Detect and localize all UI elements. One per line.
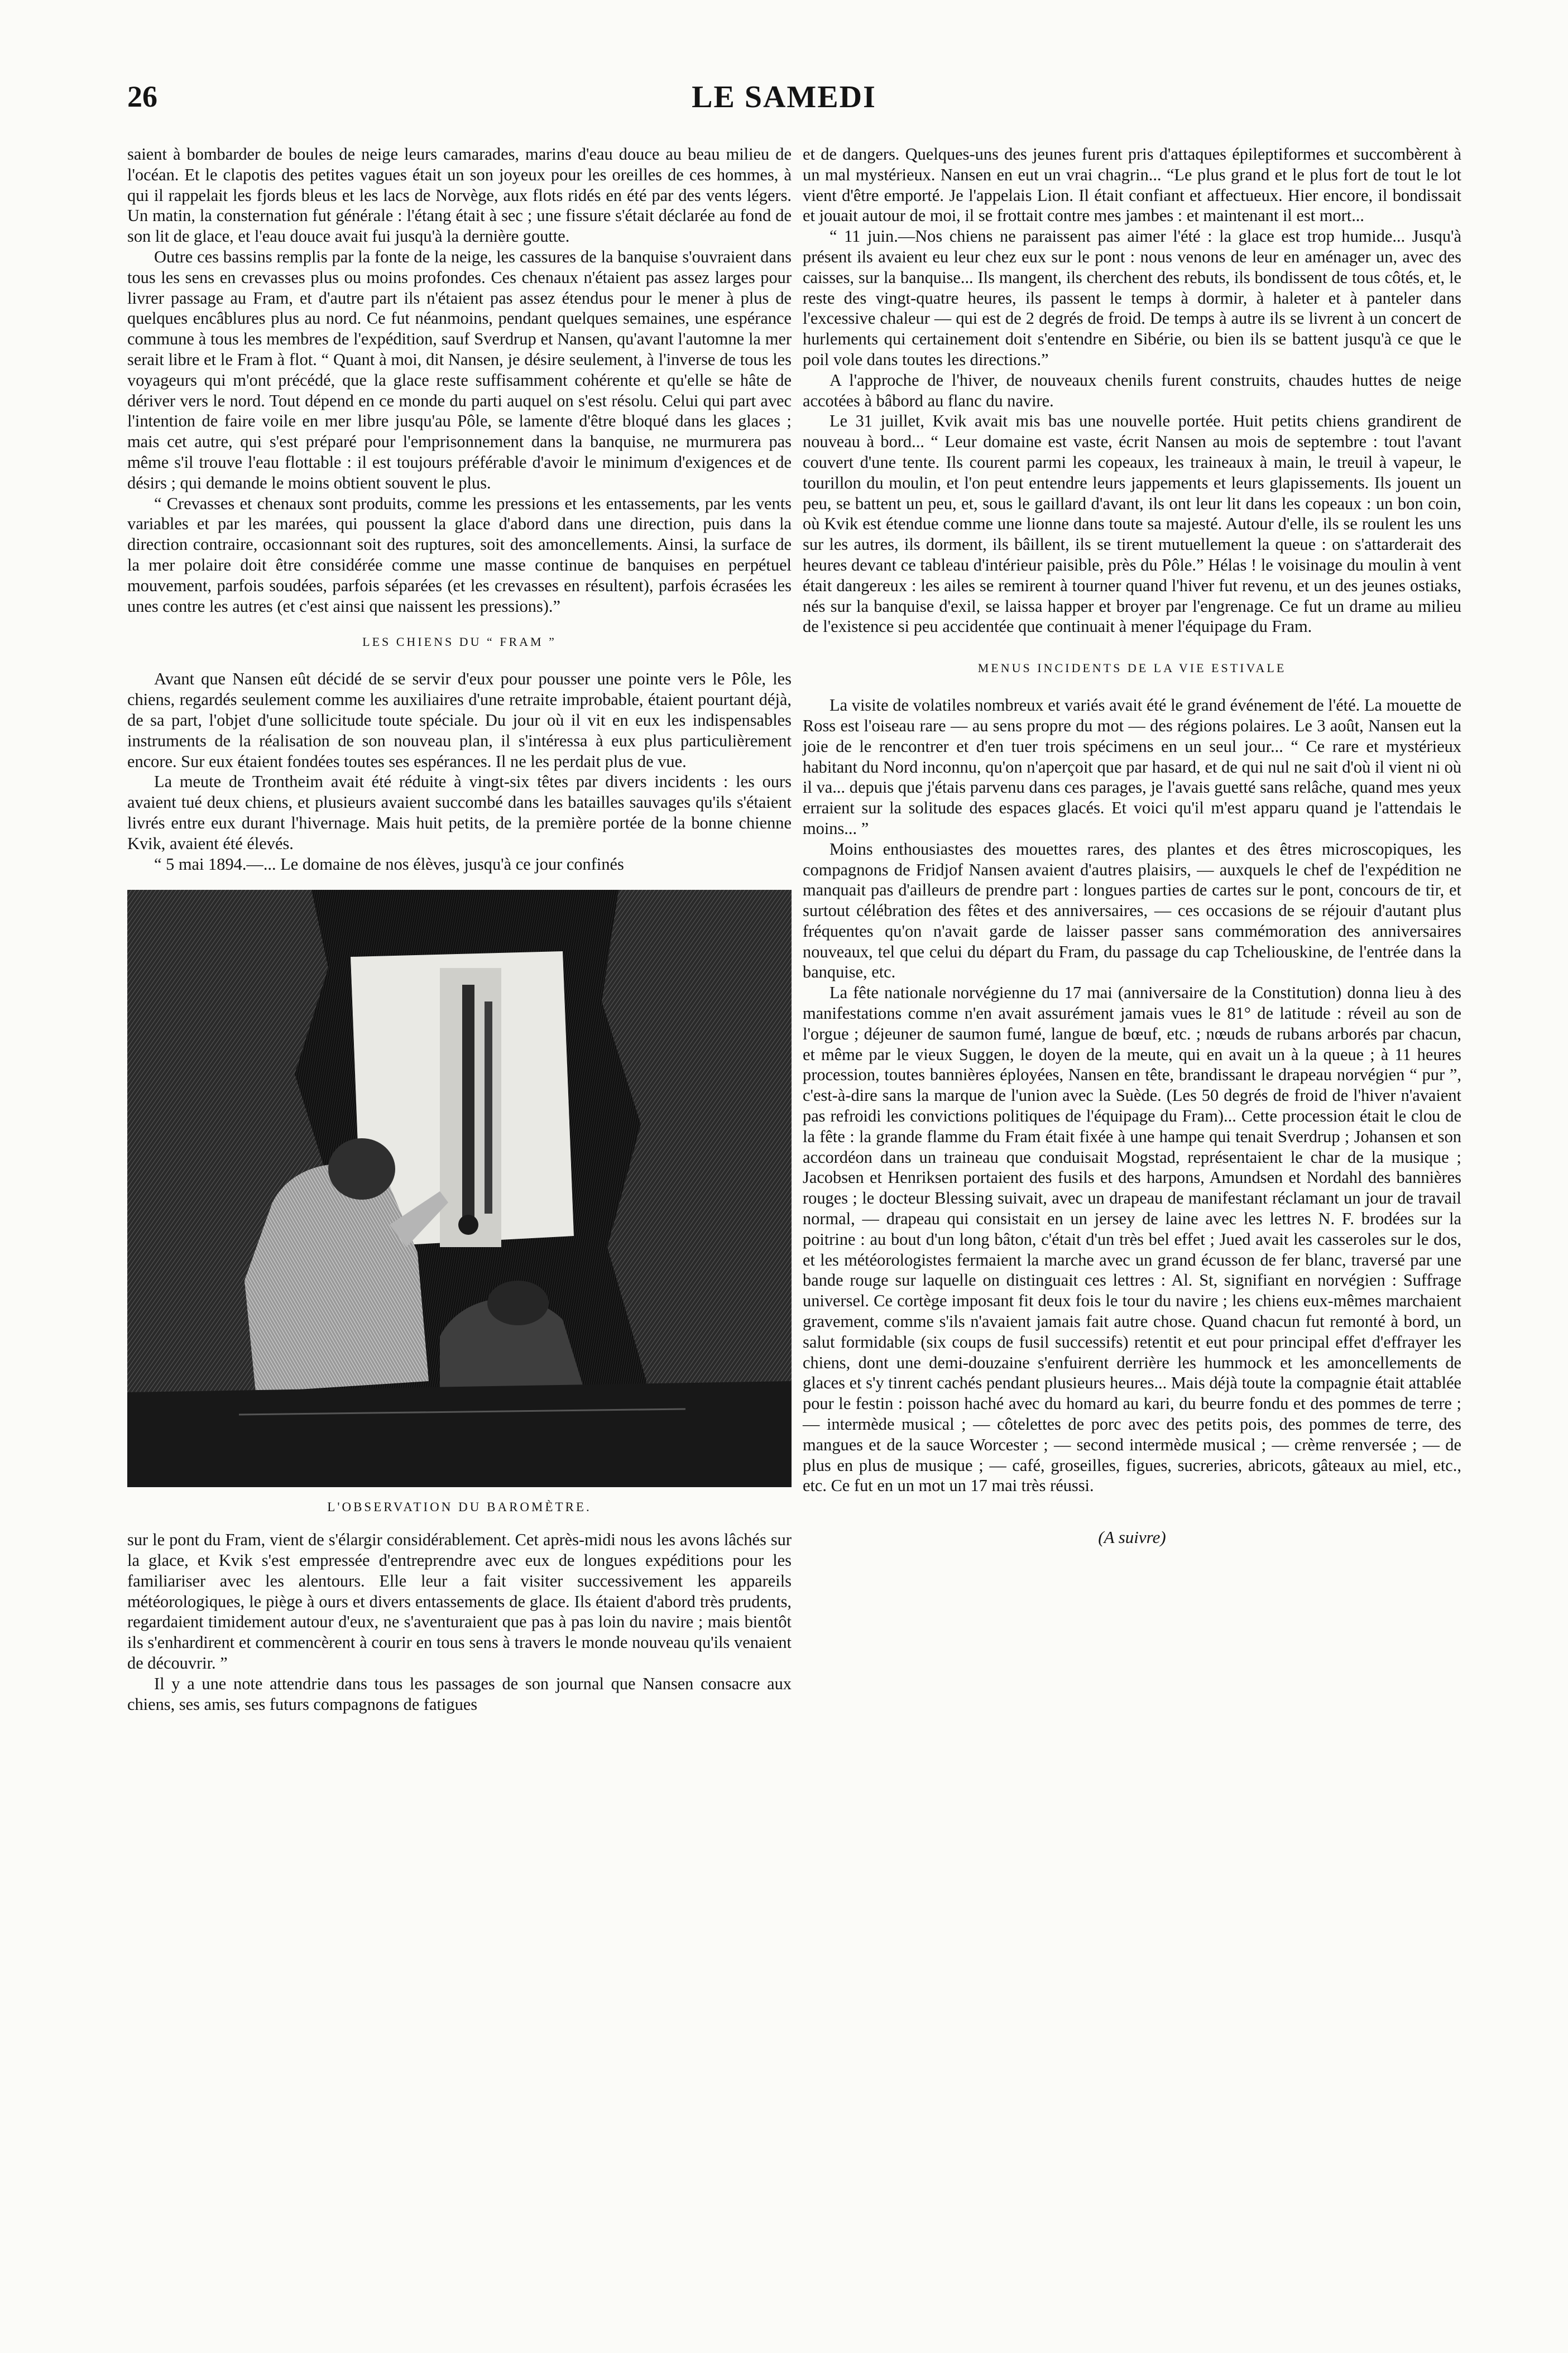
paragraph: Avant que Nansen eût décidé de se servir d'eux pour pousser une pointe vers le Pôle, les chiens, regardés seulement comme les auxiliaires d'une retraite improbable, étaient pourtant déjà, de sa part, l'objet d'une sollicitude toute spéciale. Du jour où il vit en eux les indispensables instruments de la réalisation de son nouveau plan, il s'intéressa à eux plus particulièrement encore. Sur eux étaient fondées toutes ses espérances. Il ne les perdait plus de vue. (127, 669, 792, 771)
figure-caption: L'OBSERVATION DU BAROMÈTRE. (327, 1500, 592, 1515)
paragraph: Outre ces bassins remplis par la fonte de la neige, les cassures de la banquise s'ouvraient dans tous les sens en crevasses plus ou moins profondes. Ces chenaux n'étaient pas assez larges pour livrer passage au Fram, et d'autre part ils n'étaient pas assez étendus pour le mener à plus de quelques encâblures plus au nord. Ce fut néanmoins, pendant quelques semaines, une espérance commune à tous les membres de l'expédition, sauf Sverdrup et Nansen, qu'avant l'automne la mer serait libre et le Fram à flot. “ Quant à moi, dit Nansen, je désire seulement, à l'inverse de tous les voyageurs qui m'ont précédé, que la glace reste suffisamment cohérente et qu'elle se hâte de dériver vers le nord. Tout dépend en ce monde du parti auquel on s'est résolu. Celui qui part avec l'intention de faire voile en mer libre jusqu'au Pôle, se lamente d'être bloqué dans les glaces ; mais cet autre, qui s'est préparé pour l'emprisonnement dans la banquise, ne murmurera pas même s'il trouve l'eau flottable : il est toujours préférable d'avoir le minimum d'exigences et de désirs ; qui demande le moins obtient souvent le plus. (127, 247, 792, 492)
paragraph: “ 5 mai 1894.—... Le domaine de nos élèves, jusqu'à ce jour confinés (154, 854, 624, 874)
running-title: LE SAMEDI (692, 80, 876, 114)
paragraph: A l'approche de l'hiver, de nouveaux chenils furent construits, chaudes huttes de neige accotées à bâbord au flanc du navire. (803, 370, 1461, 410)
engraving-image (127, 890, 792, 1487)
section-heading: MENUS INCIDENTS DE LA VIE ESTIVALE (977, 661, 1287, 675)
paragraph: Moins enthousiastes des mouettes rares, des plantes et des êtres microscopiques, les compagnons de Fridjof Nansen avaient d'autres plaisirs, — auxquels le chef de l'expédition ne manquait pas d'ailleurs de prendre part : longues parties de cartes sur le pont, concours de tir, et surtout célébration des fêtes et des anniversaires, — ces occasions de se réjouir d'autant plus fréquentes qu'on n'avait garde de laisser passer sans commémoration des anniversaires nouveaux, tel que celui du départ du Fram, du passage du cap Tcheliouskine, de l'entrée dans la banquise, etc. (803, 839, 1461, 982)
paragraph: “ Crevasses et chenaux sont produits, comme les pressions et les entassements, par les vents variables et par les marées, qui poussent la glace d'abord dans une direction, puis dans la direction contraire, occasionnant soit des ruptures, soit des amoncellements. Ainsi, la surface de la mer polaire doit être considérée comme une masse continue de banquises en perpétuel mouvement, parfois soudées, parfois séparées (et les crevasses en résultent), parfois écrasées les unes contre les autres (et c'est ainsi que naissent les pressions).” (127, 493, 792, 616)
paragraph: Il y a une note attendrie dans tous les passages de son journal que Nansen consacre aux chiens, ses amis, ses futurs compagnons de fatigues (127, 1674, 792, 1714)
paragraph: saient à bombarder de boules de neige leurs camarades, marins d'eau douce au beau milieu de l'océan. Et le clapotis des petites vagues était un son joyeux pour les oreilles de ces hommes, à qui il rappelait les fjords bleus et les lacs de Norvège, aux flots ridés en été par des vents légers. Un matin, la consternation fut générale : l'étang était à sec ; une fissure s'était déclarée au fond de son lit de glace, et l'eau douce avait fui jusqu'à la dernière goutte. (127, 145, 792, 246)
paragraph: La meute de Trontheim avait été réduite à vingt-six têtes par divers incidents : les ours avaient tué deux chiens, et plusieurs avaient succombé dans les batailles sauvages qu'ils s'étaient livrés entre eux durant l'hivernage. Mais huit petits, de la première portée de la bonne chienne Kvik, avaient été élevés. (127, 772, 792, 853)
paragraph: Le 31 juillet, Kvik avait mis bas une nouvelle portée. Huit petits chiens grandirent de nouveau à bord... “ Leur domaine est vaste, écrit Nansen au mois de septembre : tout l'avant couvert d'une tente. Ils courent parmi les copeaux, les traineaux à main, le treuil à vapeur, le tourillon du moulin, et l'on peut entendre leurs jappements et leurs glapissements. Ils jouent un peu, se battent un peu, et, sous le gaillard d'avant, ils ont leur lit dans les copeaux : un bon coin, où Kvik est étendue comme une lionne dans toute sa majesté. Autour d'elle, ils se roulent les uns sur les autres, ils dorment, ils bâillent, ils se tirent mutuellement la queue : on s'attarderait des heures devant ce tableau d'intérieur paisible, près du Pôle.” Hélas ! le voisinage du moulin à vent était dangereux : les ailes se remirent à tourner quand l'hiver fut revenu, et un des jeunes ostiaks, nés sur la banquise d'exil, se laissa happer et broyer par l'engrenage. Ce fut un drame au milieu de l'existence si peu accidentée que continuait à mener l'équipage du Fram. (803, 411, 1461, 636)
paragraph: sur le pont du Fram, vient de s'élargir considérablement. Cet après-midi nous les avons lâchés sur la glace, et Kvik s'est empressée d'entreprendre avec eux de longues expéditions pour les familiariser avec les alentours. Elle leur a fait visiter successivement les appareils météorologiques, le piège à ours et divers entassements de glace. Ils étaient d'abord très prudents, regardaient timidement autour d'eux, ne s'aventuraient que pas à pas loin du navire ; mais bientôt ils s'enhardirent et commencèrent à courir en tous sens à travers le monde nouveau qu'ils venaient de découvrir. ” (127, 1530, 792, 1673)
to-be-continued: (A suivre) (1098, 1527, 1166, 1547)
left-column (127, 144, 792, 1714)
section-heading: LES CHIENS DU “ FRAM ” (362, 635, 557, 649)
barometer-illustration (127, 890, 792, 1487)
paragraph: La visite de volatiles nombreux et variés avait été le grand événement de l'été. La mouette de Ross est l'oiseau rare — au sens propre du mot — des régions polaires. Le 3 août, Nansen eut la joie de le rencontrer et d'en tuer trois spécimens en un seul jour... “ Ce rare et mystérieux habitant du Nord inconnu, qu'on n'aperçoit que par hasard, et de qui nul ne sait d'où il vient ni où il va... depuis que j'étais parvenu dans ces parages, je l'avais guetté sans relâche, quand mes yeux erraient sur la solitude des espaces glacés. Et voici qu'il m'est apparu quand je l'attendais le moins... ” (803, 696, 1461, 838)
right-column (803, 144, 1461, 1547)
paragraph: “ 11 juin.—Nos chiens ne paraissent pas aimer l'été : la glace est trop humide... Jusqu'à présent ils avaient eu leur chez eux sur le pont : nous venons de leur en aménager un, avec des caisses, sur la banquise... Ils mangent, ils cherchent des rebuts, ils bondissent de tous côtés, et, le reste des vingt-quatre heures, ils passent le temps à dormir, à haleter et à panteler dans l'excessive chaleur — qui est de 2 degrés de froid. De temps à autre ils se livrent à un concert de hurlements qui certainement doit s'entendre en Sibérie, ou bien ils se battent jusqu'à ce que le poil vole dans toutes les directions.” (803, 227, 1461, 369)
paragraph: La fête nationale norvégienne du 17 mai (anniversaire de la Constitution) donna lieu à des manifestations comme n'en avait assurément jamais vues le 81° de latitude : réveil au son de l'orgue ; déjeuner de saumon fumé, langue de bœuf, etc. ; nœuds de rubans arborés par chacun, et même par le vieux Suggen, le doyen de la meute, qui en avait un à la queue ; à 11 heures procession, toutes bannières éployées, Nansen en tête, brandissant le drapeau norvégien “ pur ”, c'est-à-dire sans la marque de l'union avec la Suède. (Les 50 degrés de froid de l'hiver n'avaient pas refroidi les convictions politiques de l'équipage du Fram)... Cette procession était le clou de la fête : la grande flamme du Fram était fixée à une hampe qui tenait Sverdrup ; Johansen et son accordéon dans un traineau que conduisait Mogstad, représentaient le char de la musique ; Jacobsen et Henriksen portaient des fusils et des harpons, Amundsen et Nordahl des bannières rouges ; le docteur Blessing suivait, avec un drapeau de manifestant réclamant un jour de travail normal, — drapeau qui consistait en un jersey de laine avec les lettres N. F. brodées sur la poitrine : au bout d'un long bâton, c'était d'un très bel effet ; Jued avait les casseroles sur le dos, et les météorologistes fermaient la marche avec un grand écusson de fer blanc, traversé par une bande rouge sur laquelle on distinguait ces lettres : Al. St, signifiant en norvégien : Suffrage universel. Ce cortège imposant fit deux fois le tour du navire ; les chiens eux-mêmes marchaient gravement, comme s'ils n'avaient jamais fait autre chose. Quand chacun fut remonté à bord, un salut formidable (six coups de fusil successifs) retentit et eut pour principal effet d'effrayer les chiens, dont une demi-douzaine s'enfuirent derrière les hummock et les amoncellements de glaces et s'y tinrent cachés pendant plusieurs heures... Mais déjà toute la compagnie était attablée pour le festin : poisson haché avec du homard au kari, du beurre fondu et des pommes de terre ; — intermède musical ; — côtelettes de porc avec des petits pois, des pommes de terre, des mangues et de la sauce Worcester ; — second intermède musical ; — crème renversée ; — de plus en plus de musique ; — café, groseilles, figues, sucreries, abricots, gâteaux au miel, etc., etc. Ce fut en un mot un 17 mai très réussi. (803, 983, 1461, 1496)
paragraph: et de dangers. Quelques-uns des jeunes furent pris d'attaques épileptiformes et succombèrent à un mal mystérieux. Nansen en eut un vrai chagrin... “Le plus grand et le plus fort de tout le lot vient d'être emporté. Je l'appelais Lion. Il était confiant et affectueux. Hier encore, il bondissait et jouait autour de moi, il se frottait contre mes jambes : et maintenant il est mort... (803, 145, 1461, 226)
page-number: 26 (127, 80, 157, 113)
